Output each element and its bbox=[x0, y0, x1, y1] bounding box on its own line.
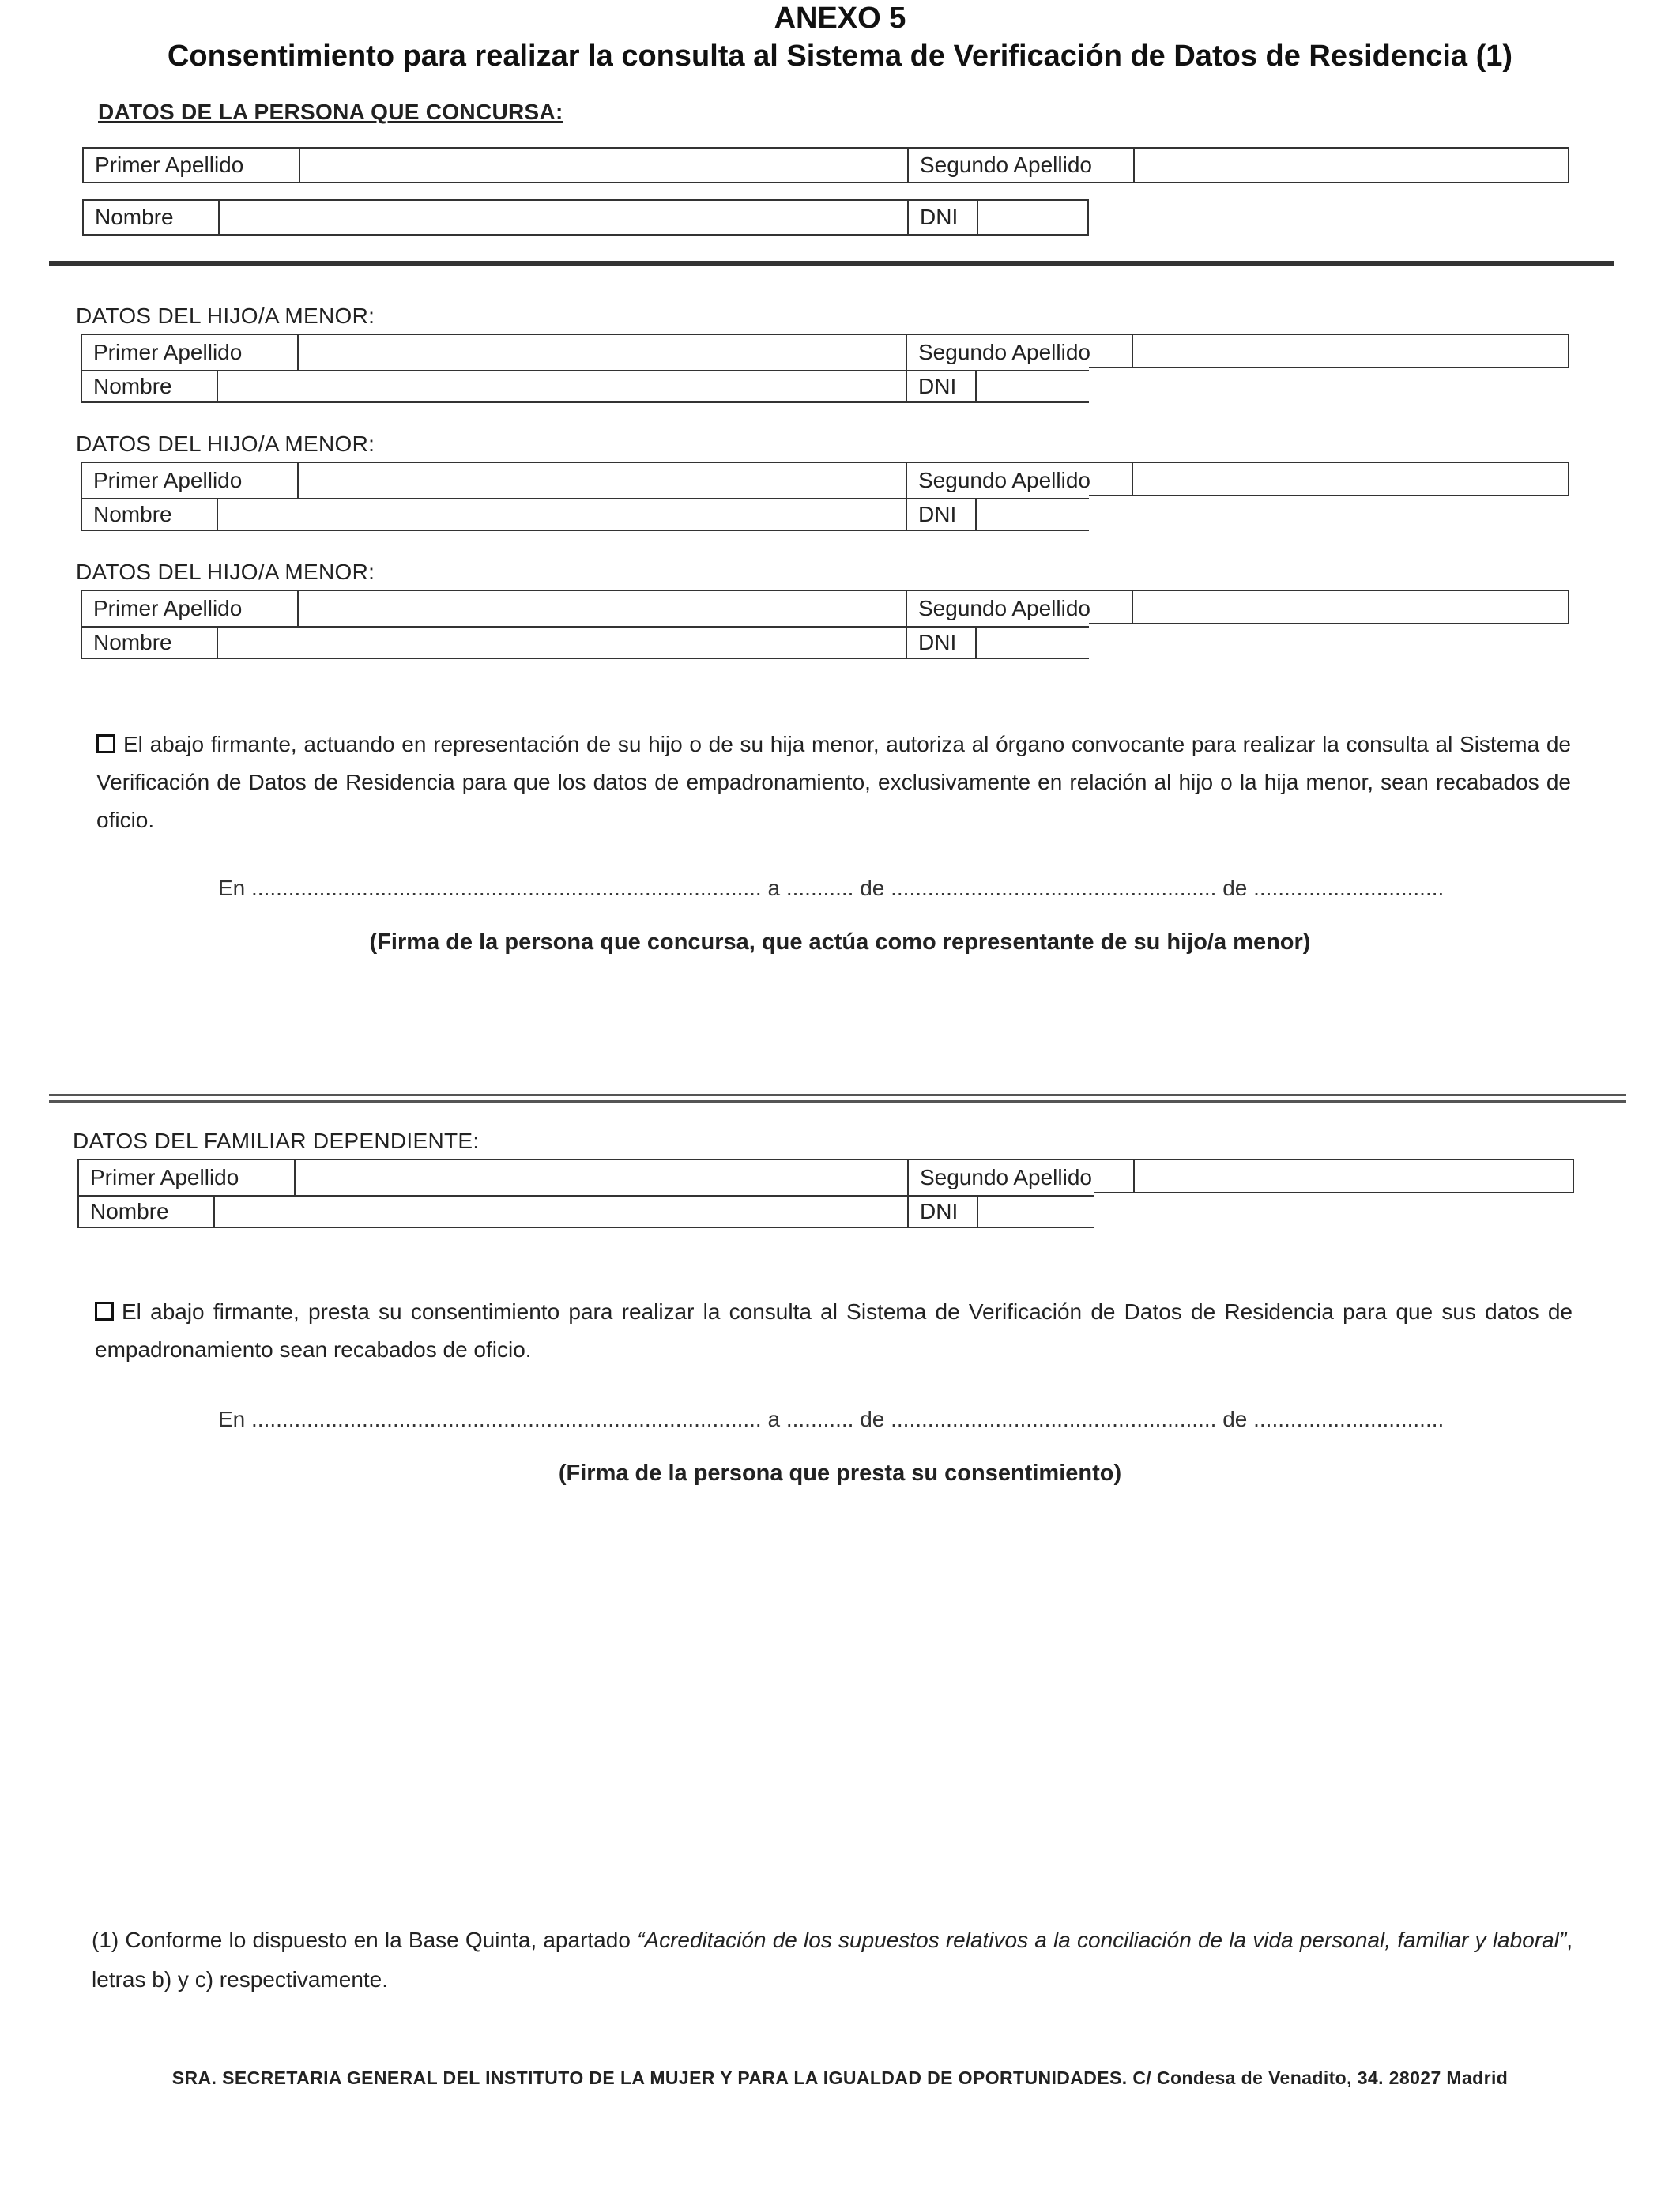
child-consent-paragraph bbox=[96, 726, 1571, 839]
child-1-nombre-field[interactable] bbox=[218, 370, 907, 403]
child-2-segundo-apellido-field[interactable] bbox=[1133, 463, 1568, 498]
dependent-table-edge bbox=[1094, 1192, 1574, 1193]
dependent-segundo-apellido-field[interactable] bbox=[1135, 1160, 1573, 1195]
footnote-suffix: , letras b) y c) respectivamente. bbox=[92, 1928, 1573, 1992]
nombre-label: Nombre bbox=[82, 498, 218, 531]
dependent-name-row bbox=[79, 1195, 1097, 1228]
footnote bbox=[92, 1921, 1573, 2000]
dni-label: DNI bbox=[907, 626, 977, 659]
child-2-table-mask bbox=[1089, 496, 1571, 533]
child-3-dni-field[interactable] bbox=[977, 626, 1090, 659]
applicant-surnames-row bbox=[82, 147, 1569, 183]
dni-label: DNI bbox=[909, 1195, 978, 1228]
segundo-apellido-label: Segundo Apellido bbox=[907, 591, 1133, 626]
dependent-consent-text: El abajo firmante, presta su consentimiento para realizar la consulta al Sistema de Verificación de Datos de Residencia para que sus datos de empadronamiento sean recabados de oficio. bbox=[95, 1299, 1573, 1362]
footnote-quote: “Acreditación de los supuestos relativos a la conciliación de la vida personal, familiar y laboral” bbox=[637, 1928, 1567, 1952]
dependent-table-mask bbox=[1094, 1193, 1577, 1230]
annex-number: ANEXO 5 bbox=[774, 2, 906, 35]
dependent-dni-field[interactable] bbox=[978, 1195, 1095, 1228]
child-consent-text: El abajo firmante, actuando en representación de su hijo o de su hija menor, autoriza al órgano convocante para realizar la consulta al Sistema de Verificación de Datos de Residencia para que los datos de empadronamiento, exclusivamente en relación al hijo o la hija menor, sean recabados de oficio. bbox=[96, 732, 1571, 832]
primer-apellido-label: Primer Apellido bbox=[82, 335, 299, 370]
child-1-heading: DATOS DEL HIJO/A MENOR: bbox=[76, 303, 375, 328]
nombre-label: Nombre bbox=[79, 1195, 215, 1228]
child-2-heading: DATOS DEL HIJO/A MENOR: bbox=[76, 432, 375, 456]
applicant-name-row bbox=[82, 199, 1089, 236]
primer-apellido-label: Primer Apellido bbox=[82, 591, 299, 626]
section-divider bbox=[49, 261, 1614, 266]
child-1-table-mask bbox=[1089, 368, 1571, 405]
dependent-signature-caption: (Firma de la persona que presta su consentimiento) bbox=[558, 1461, 1122, 1486]
applicant-heading: DATOS DE LA PERSONA QUE CONCURSA: bbox=[98, 100, 563, 124]
segundo-apellido-label: Segundo Apellido bbox=[909, 149, 1135, 182]
child-3-table-mask bbox=[1089, 624, 1571, 661]
child-2-nombre-field[interactable] bbox=[218, 498, 907, 531]
nombre-label: Nombre bbox=[84, 201, 220, 234]
dependent-nombre-field[interactable] bbox=[215, 1195, 909, 1228]
child-1-name-row bbox=[82, 370, 1092, 403]
footer-address: SRA. SECRETARIA GENERAL DEL INSTITUTO DE LA MUJER Y PARA LA IGUALDAD DE OPORTUNIDADES. C/ Condesa de Venadito, 34. 28027 Madrid bbox=[171, 2068, 1509, 2088]
applicant-primer-apellido-field[interactable] bbox=[300, 149, 909, 182]
dni-label: DNI bbox=[907, 370, 977, 403]
page-title: Consentimiento para realizar la consulta al Sistema de Verificación de Datos de Residencia (1) bbox=[167, 40, 1513, 73]
primer-apellido-label: Primer Apellido bbox=[84, 149, 300, 182]
child-1-table-edge bbox=[1089, 367, 1569, 368]
child-place-date-line: En ................................................................................... a ........... de ..................................................... de ............................... bbox=[218, 876, 1445, 900]
child-2-primer-apellido-field[interactable] bbox=[299, 463, 907, 498]
nombre-label: Nombre bbox=[82, 626, 218, 659]
primer-apellido-label: Primer Apellido bbox=[79, 1160, 296, 1195]
child-2-table-edge bbox=[1089, 495, 1569, 496]
child-3-segundo-apellido-field[interactable] bbox=[1133, 591, 1568, 626]
nombre-label: Nombre bbox=[82, 370, 218, 403]
dependent-consent-checkbox[interactable] bbox=[95, 1302, 114, 1321]
child-3-nombre-field[interactable] bbox=[218, 626, 907, 659]
footnote-prefix: (1) Conforme lo dispuesto en la Base Quinta, apartado bbox=[92, 1928, 638, 1952]
dni-label: DNI bbox=[909, 201, 978, 234]
child-3-name-row bbox=[82, 626, 1092, 659]
dependent-consent-paragraph bbox=[95, 1293, 1573, 1369]
child-3-primer-apellido-field[interactable] bbox=[299, 591, 907, 626]
segundo-apellido-label: Segundo Apellido bbox=[907, 463, 1133, 498]
double-rule-bottom bbox=[49, 1100, 1626, 1103]
child-1-dni-field[interactable] bbox=[977, 370, 1090, 403]
child-1-primer-apellido-field[interactable] bbox=[299, 335, 907, 370]
dependent-heading: DATOS DEL FAMILIAR DEPENDIENTE: bbox=[73, 1129, 480, 1153]
dependent-primer-apellido-field[interactable] bbox=[296, 1160, 909, 1195]
applicant-dni-field[interactable] bbox=[978, 201, 1087, 234]
child-signature-caption: (Firma de la persona que concursa, que actúa como representante de su hijo/a menor) bbox=[369, 929, 1311, 955]
child-3-heading: DATOS DEL HIJO/A MENOR: bbox=[76, 560, 375, 584]
double-rule-top bbox=[49, 1094, 1626, 1096]
applicant-nombre-field[interactable] bbox=[220, 201, 909, 234]
segundo-apellido-label: Segundo Apellido bbox=[909, 1160, 1135, 1195]
child-1-segundo-apellido-field[interactable] bbox=[1133, 335, 1568, 370]
child-2-dni-field[interactable] bbox=[977, 498, 1090, 531]
applicant-segundo-apellido-field[interactable] bbox=[1135, 149, 1568, 182]
primer-apellido-label: Primer Apellido bbox=[82, 463, 299, 498]
segundo-apellido-label: Segundo Apellido bbox=[907, 335, 1133, 370]
child-3-table-edge bbox=[1089, 623, 1569, 624]
child-consent-checkbox[interactable] bbox=[96, 734, 115, 753]
dni-label: DNI bbox=[907, 498, 977, 531]
child-2-name-row bbox=[82, 498, 1092, 531]
dependent-place-date-line: En ................................................................................... a ........... de ..................................................... de ............................... bbox=[218, 1407, 1445, 1431]
